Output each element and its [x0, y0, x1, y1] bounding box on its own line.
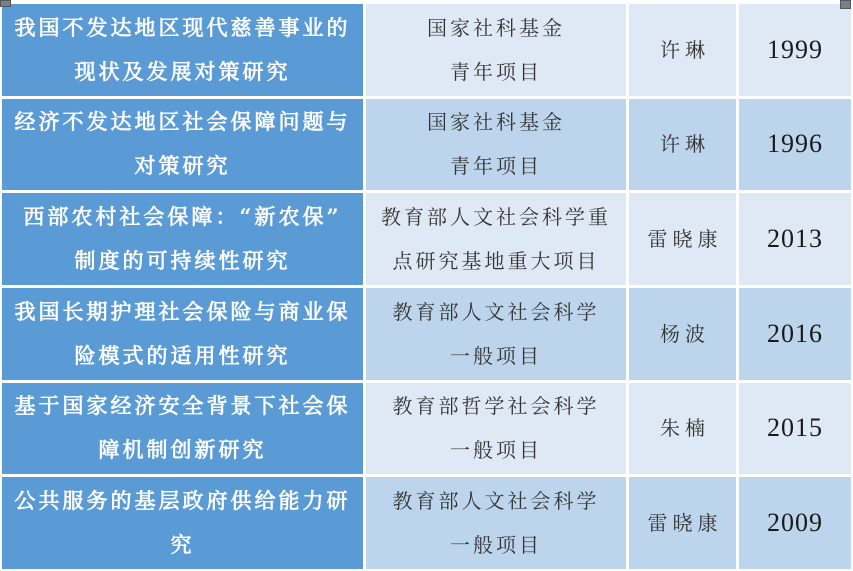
project-title-cell — [2, 99, 363, 191]
project-title-cell — [2, 4, 363, 96]
funding-type-line: 一般项目 — [450, 533, 542, 558]
funding-type-cell — [366, 383, 626, 475]
project-title-cell — [2, 383, 363, 475]
year-cell — [739, 288, 851, 380]
person-cell — [629, 99, 736, 191]
year-cell — [739, 383, 851, 475]
person-name: 许琳 — [660, 132, 710, 157]
funding-type-cell — [366, 99, 626, 191]
funding-type-line: 点研究基地重大项目 — [392, 249, 600, 274]
year-cell — [739, 193, 851, 285]
person-name: 许琳 — [660, 37, 710, 62]
person-cell — [629, 4, 736, 96]
year-value: 2016 — [767, 318, 823, 348]
project-title-line: 西部农村社会保障：“新农保” — [23, 204, 342, 230]
project-title-line: 制度的可持续性研究 — [74, 248, 291, 274]
year-value: 1996 — [767, 129, 823, 159]
project-title-cell — [2, 477, 363, 569]
year-value: 1999 — [767, 34, 823, 64]
year-cell — [739, 477, 851, 569]
person-cell — [629, 477, 736, 569]
funding-type-cell — [366, 193, 626, 285]
funding-type-line: 一般项目 — [450, 438, 542, 463]
person-name: 雷晓康 — [647, 227, 723, 252]
project-title-line: 对策研究 — [134, 153, 231, 179]
project-title-line: 现状及发展对策研究 — [74, 58, 291, 84]
project-title-line: 险模式的适用性研究 — [74, 342, 291, 368]
project-title-line: 经济不发达地区社会保障问题与 — [14, 109, 351, 135]
project-title-line: 究 — [170, 532, 195, 558]
year-value: 2015 — [767, 413, 823, 443]
person-cell — [629, 288, 736, 380]
person-cell — [629, 383, 736, 475]
funding-type-line: 一般项目 — [450, 343, 542, 368]
person-name: 杨波 — [660, 321, 710, 346]
crop-handle-artifact — [840, 0, 851, 9]
project-title-line: 障机制创新研究 — [98, 437, 267, 463]
funding-type-line: 国家社科基金 — [427, 110, 565, 135]
funding-type-line: 教育部人文社会科学 — [392, 299, 600, 324]
funding-type-cell — [366, 288, 626, 380]
person-name: 朱楠 — [660, 416, 710, 441]
year-cell — [739, 4, 851, 96]
year-cell — [739, 99, 851, 191]
person-name: 雷晓康 — [647, 511, 723, 536]
year-value: 2013 — [767, 224, 823, 254]
project-title-line: 公共服务的基层政府供给能力研 — [14, 488, 351, 514]
funding-type-line: 青年项目 — [450, 59, 542, 84]
year-value: 2009 — [767, 508, 823, 538]
funding-type-line: 教育部人文社会科学重 — [381, 205, 611, 230]
funding-type-line: 青年项目 — [450, 154, 542, 179]
funding-type-line: 教育部人文社会科学 — [392, 489, 600, 514]
project-title-cell — [2, 288, 363, 380]
project-title-line: 基于国家经济安全背景下社会保 — [14, 393, 351, 419]
project-title-line: 我国不发达地区现代慈善事业的 — [14, 14, 351, 40]
project-title-cell — [2, 193, 363, 285]
funding-type-cell — [366, 4, 626, 96]
funding-type-line: 国家社科基金 — [427, 15, 565, 40]
funding-type-line: 教育部哲学社会科学 — [392, 394, 600, 419]
person-cell — [629, 193, 736, 285]
funding-type-cell — [366, 477, 626, 569]
project-title-line: 我国长期护理社会保险与商业保 — [14, 298, 351, 324]
crop-handle-artifact — [0, 0, 11, 7]
